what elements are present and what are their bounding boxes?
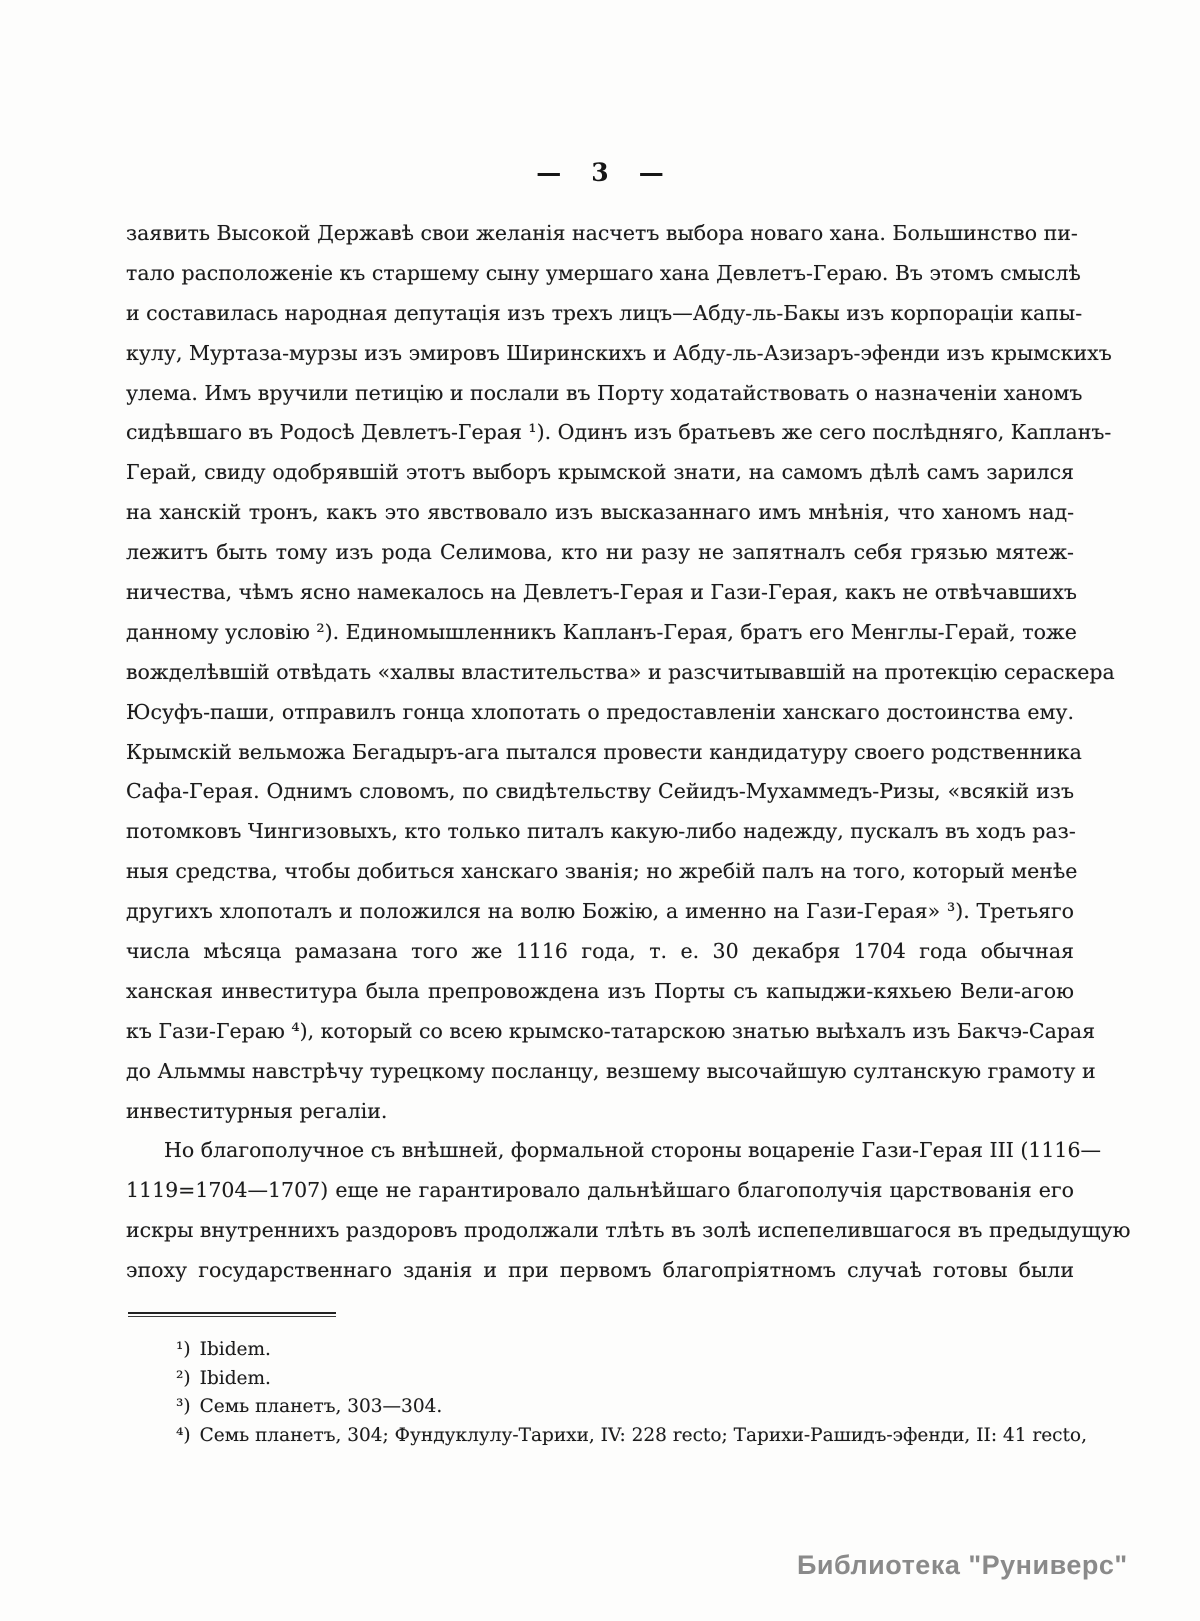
text-line: Сафа-Герая. Однимъ словомъ, по свидѣтельству Сейидъ-Мухаммедъ-Ризы, «всякій изъ: [126, 779, 1074, 804]
text-line: улема. Имъ вручили петицію и послали въ Порту ходатайствовать о назначеніи ханомъ: [126, 380, 1083, 405]
text-line: Но благополучное съ внѣшней, формальной стороны воцареніе Гази-Герая III (1116—: [164, 1138, 1101, 1163]
text-line: ничества, чѣмъ ясно намекалось на Девлетъ-Герая и Гази-Герая, какъ не отвѣчавшихъ: [126, 580, 1077, 605]
text-line: числа мѣсяца рамазана того же 1116 года, т. е. 30 декабря 1704 года обычная: [126, 939, 1074, 964]
text-line: къ Гази-Гераю ⁴), который со всею крымско-татарскою знатью выѣхалъ изъ Бакчэ-Сарая: [126, 1018, 1096, 1043]
footnote-marker: ³): [176, 1396, 191, 1417]
page-number: 3: [591, 158, 609, 187]
footnote: [176, 1393, 1076, 1422]
text-line: потомковъ Чингизовыхъ, кто только питалъ какую-либо надежду, пускалъ въ ходъ раз-: [126, 819, 1076, 844]
footnote: [176, 1422, 1087, 1451]
footnote-text: Ibidem.: [199, 1367, 271, 1389]
footnote: [176, 1336, 1076, 1365]
text-line: Крымскій вельможа Бегадыръ-ага пытался провести кандидатуру своего родственника: [126, 739, 1082, 764]
text-line: Герай, свиду одобрявшій этотъ выборъ крымской знати, на самомъ дѣлѣ самъ зарился: [126, 460, 1074, 485]
footnote-text: Ibidem.: [199, 1339, 271, 1360]
text-line: на ханскій тронъ, какъ это явствовало изъ высказаннаго имъ мнѣнія, что ханомъ над-: [126, 500, 1074, 525]
footnotes-block: [176, 1336, 1087, 1450]
text-line: Юсуфъ-паши, отправилъ гонца хлопотать о предоставленіи ханскаго достоинства ему.: [126, 699, 1074, 724]
footnote-marker: ⁴): [176, 1424, 191, 1446]
text-line: ныя средства, чтобы добиться ханскаго званія; но жребій палъ на того, который менѣе: [126, 859, 1078, 884]
footnote: [176, 1365, 1076, 1394]
text-line: тало расположеніе къ старшему сыну умершаго хана Девлетъ-Гераю. Въ этомъ смыслѣ: [126, 260, 1081, 285]
text-line: сидѣвшаго въ Родосѣ Девлетъ-Герая ¹). Одинъ изъ братьевъ же сего послѣдняго, Капланъ-: [126, 420, 1112, 445]
body-text-column: [126, 214, 1131, 1291]
footnote-separator-rule: [128, 1312, 336, 1317]
text-line: лежитъ быть тому изъ рода Селимова, кто ни разу не запятналъ себя грязью мятеж-: [126, 540, 1074, 565]
text-line: ханская инвеститура была препровождена изъ Порты съ капыджи-кяхьею Вели-агою: [126, 978, 1074, 1003]
text-line: заявить Высокой Державѣ свои желанія насчетъ выбора новаго хана. Большинство пи-: [126, 221, 1078, 245]
text-line: и составилась народная депутація изъ трехъ лицъ—Абду-ль-Бакы изъ корпораціи капы-: [126, 300, 1083, 325]
text-line: инвеститурныя регаліи.: [126, 1098, 388, 1123]
text-line: данному условію ²). Единомышленникъ Капланъ-Герая, братъ его Менглы-Герай, тоже: [126, 619, 1077, 644]
footnote-marker: ²): [176, 1367, 191, 1389]
text-line: кулу, Муртаза-мурзы изъ эмировъ Ширинскихъ и Абду-ль-Азизаръ-эфенди изъ крымскихъ: [126, 340, 1112, 365]
text-line: вожделѣвшій отвѣдать «халвы властительства» и разсчитывавшій на протекцію сераскера: [126, 659, 1115, 684]
page-number-header: [126, 158, 1074, 187]
text-line: эпоху государственнаго зданія и при первомъ благопріятномъ случаѣ готовы были: [126, 1258, 1074, 1283]
text-line: до Альммы навстрѣчу турецкому посланцу, везшему высочайшую султанскую грамоту и: [126, 1058, 1096, 1083]
text-line: искры внутреннихъ раздоровъ продолжали тлѣть въ золѣ испепелившагося въ предыдущую: [126, 1218, 1131, 1243]
text-line: 1119=1704—1707) еще не гарантировало дальнѣйшаго благополучія царствованія его: [126, 1178, 1074, 1203]
footnote-text: Семь планетъ, 303—304.: [199, 1396, 443, 1417]
library-watermark: Библиотека "Руниверс": [797, 1550, 1128, 1580]
page-number-right-dash: —: [638, 158, 664, 187]
page-number-left-dash: —: [536, 158, 562, 187]
footnote-text: Семь планетъ, 304; Фундуклулу-Тарихи, IV: 228 recto; Тарихи-Рашидъ-эфенди, II: 41 recto,: [199, 1424, 1087, 1446]
footnote-marker: ¹): [176, 1339, 191, 1360]
text-line: другихъ хлопоталъ и положился на волю Божію, а именно на Гази-Герая» ³). Третьяго: [126, 899, 1074, 924]
